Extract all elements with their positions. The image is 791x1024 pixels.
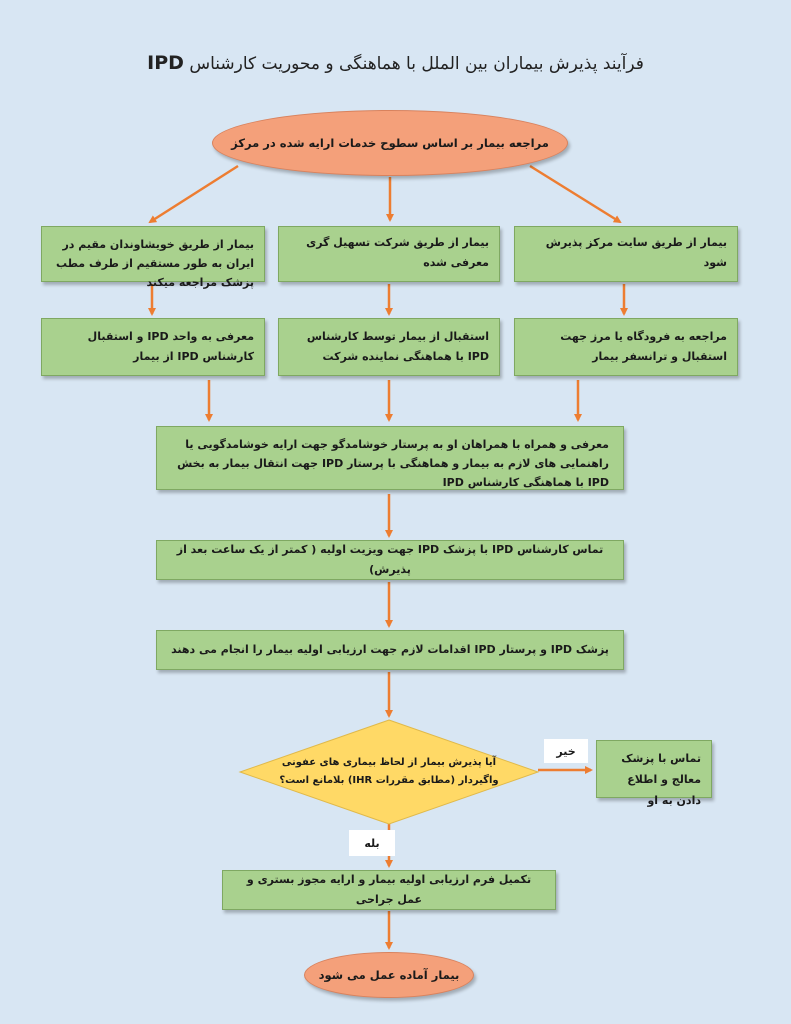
decision-line1: آیا پذیرش بیمار از لحاظ بیماری های عفونی [281, 757, 497, 768]
assess-label: پزشک IPD و پرستار IPD اقدامات لازم جهت ارزیابی اولیه بیمار را انجام می دهند [171, 643, 609, 656]
no-action-box [596, 740, 712, 807]
right-step2-box [514, 318, 738, 376]
merge-label: معرفی و همراه با همراهان او به پرستار خوشامدگو جهت ارایه خوشامدگویی یا راهنمایی های لازم به بیمار و هماهنگی با پرستار IPD جهت انتقال بیمار به بخش IPD با هماهنگی کارشناس IPD [177, 438, 609, 489]
middle-step2-label: استقبال از بیمار توسط کارشناس IPD با هماهنگی نماینده شرکت [306, 330, 489, 363]
assess-box [156, 630, 624, 670]
decision-text [270, 754, 508, 790]
complete-label: تکمیل فرم ارزیابی اولیه بیمار و ارایه مجوز بستری و عمل جراحی [246, 873, 532, 906]
arrow-start-to-left [150, 166, 238, 222]
middle-step2-box [278, 318, 500, 376]
right-step1-box [514, 226, 738, 282]
arrow-start-to-right [530, 166, 620, 222]
left-step1-box [41, 226, 265, 289]
complete-box [222, 870, 556, 910]
merge-box [156, 426, 624, 490]
end-label: بیمار آماده عمل می شود [318, 968, 460, 982]
title-text: فرآیند پذیرش بیماران بین الملل با هماهنگی و محوریت کارشناس [189, 54, 644, 74]
start-oval [212, 110, 568, 176]
middle-step1-box [278, 226, 500, 282]
yes-label [349, 830, 395, 856]
yes-label-text: بله [364, 836, 380, 850]
left-step2-label: معرفی به واحد IPD و استقبال کارشناس IPD از بیمار [87, 330, 254, 363]
left-step1-label: بیمار از طریق خویشاوندان مقیم در ایران به طور مستقیم از طرف مطب پزشک مراجعه میکند [55, 238, 254, 289]
left-step2-box [41, 318, 265, 376]
no-label-text: خیر [556, 744, 576, 758]
page-title [0, 52, 791, 74]
contact-label: تماس کارشناس IPD با پزشک IPD جهت ویزیت اولیه ( کمتر از یک ساعت بعد از پذیرش) [176, 543, 604, 576]
start-label: مراجعه بیمار بر اساس سطوح خدمات ارایه شده در مرکز [231, 136, 549, 150]
title-bold: IPD [147, 52, 184, 74]
middle-step1-label: بیمار از طریق شرکت تسهیل گری معرفی شده [306, 236, 489, 269]
contact-box [156, 540, 624, 580]
right-step2-label: مراجعه به فرودگاه یا مرز جهت استقبال و ترانسفر بیمار [560, 330, 727, 363]
end-oval [304, 952, 474, 998]
no-label [544, 739, 588, 763]
decision-line2: واگیردار (مطابق مقررات IHR) بلامانع است؟ [279, 775, 499, 786]
no-action-label: تماس با پزشک معالج و اطلاع دادن به او [621, 752, 701, 807]
right-step1-label: بیمار از طریق سایت مرکز پذیرش شود [545, 236, 727, 269]
